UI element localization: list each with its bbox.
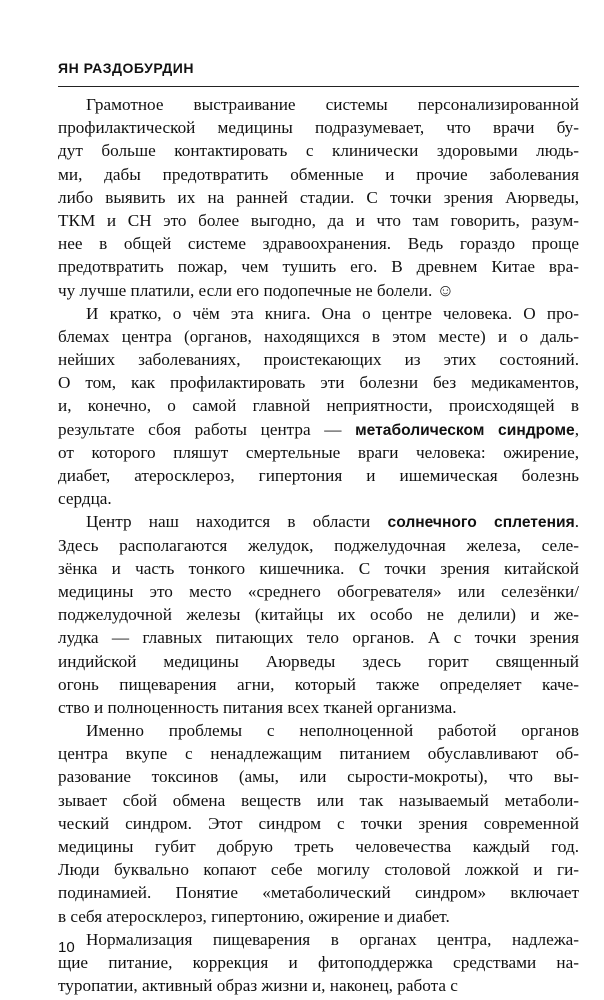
text-run: зёнка и часть тонкого кишечника. С точки зрения китайской (58, 558, 579, 578)
paragraph-metabolic-syndrome (58, 719, 579, 928)
text-run: ми, дабы предотвратить обменные и прочие заболевания (58, 164, 579, 184)
text-run: поджелудочной железы (китайцы их особо не делили) и же- (58, 605, 579, 625)
text-run: Здесь располагаются желудок, поджелудочная железа, селе- (58, 535, 579, 555)
bold-term: солнечного сплетения (387, 514, 575, 532)
text-line (58, 348, 579, 371)
text-run: медицины это место «среднего обогревателя» или селезёнки/ (58, 581, 579, 601)
text-line (58, 905, 579, 928)
text-run: нейших заболеваниях, проистекающих из этих состояний. (58, 350, 579, 370)
running-head: ЯН РАЗДОБУРДИН (58, 60, 194, 76)
text-line (58, 673, 579, 696)
text-run: подинамией. Понятие «метаболический синдром» включает (58, 883, 579, 903)
text-line (58, 163, 579, 186)
bold-term: метаболическом синдроме (355, 421, 575, 439)
page-number: 10 (58, 939, 75, 956)
text-line (58, 603, 579, 626)
text-line (58, 418, 579, 441)
text-run: в себя атеросклероз, гипертонию, ожирение и диабет. (58, 906, 450, 926)
text-line (58, 974, 579, 997)
text-run: результате сбоя работы центра — (58, 419, 356, 439)
paragraph-normalization (58, 928, 579, 998)
text-line (58, 371, 579, 394)
text-line (58, 742, 579, 765)
header-rule (58, 86, 579, 87)
text-run: О том, как профилактировать эти болезни без медикаментов, (58, 373, 579, 393)
text-run: Нормализация пищеварения в органах центра, надлежа- (86, 929, 579, 949)
text-run: нее в общей системе здравоохранения. Ведь гораздо проще (58, 234, 579, 254)
text-line (58, 650, 579, 673)
text-run: И кратко, о чём эта книга. Она о центре человека. О про- (86, 303, 579, 323)
text-line (58, 719, 579, 742)
text-run: дут больше контактировать с клинически здоровыми людь- (58, 141, 579, 161)
text-run: от которого пляшут смертельные враги человека: ожирение, (58, 442, 579, 462)
text-run: ство и полноценность питания всех тканей организма. (58, 697, 457, 717)
text-line (58, 464, 579, 487)
text-run: лудка — главных питающих тело органов. А с точки зрения (58, 628, 579, 648)
text-run: и, конечно, о самой главной неприятности, происходящей в (58, 396, 579, 416)
text-run: Именно проблемы с неполноценной работой органов (86, 721, 579, 741)
text-run: профилактической медицины подразумевает, что врачи бу- (58, 118, 579, 138)
text-run: индийской медицины Аюрведы здесь горит священный (58, 651, 579, 671)
text-line (58, 626, 579, 649)
text-line (58, 510, 579, 533)
text-run: огонь пищеварения агни, который также определяет каче- (58, 674, 579, 694)
text-run: диабет, атеросклероз, гипертония и ишемическая болезнь (58, 466, 579, 485)
text-line (58, 696, 579, 719)
text-line (58, 858, 579, 881)
text-line (58, 557, 579, 580)
text-line (58, 279, 579, 302)
text-line (58, 302, 579, 325)
text-line (58, 232, 579, 255)
text-run: ТКМ и СН это более выгодно, да и что там говорить, разум- (58, 210, 579, 230)
text-line (58, 789, 579, 812)
text-line (58, 93, 579, 116)
text-line (58, 255, 579, 278)
text-run: Грамотное выстраивание системы персонализированной (86, 95, 579, 114)
paragraph-solar-plexus (58, 510, 579, 719)
text-line (58, 487, 579, 510)
text-line (58, 765, 579, 788)
body-text (58, 93, 579, 997)
text-run: , (574, 419, 579, 439)
text-line (58, 186, 579, 209)
text-run: предотвратить пожар, чем тушить его. В древнем Китае вра- (58, 257, 579, 277)
text-run: разование токсинов (амы, или сырости-мокроты), что вы- (58, 767, 579, 787)
text-run: либо выявить их на ранней стадии. С точки зрения Аюрведы, (58, 187, 579, 207)
text-run: туропатии, активный образ жизни и, наконец, работа с (58, 976, 458, 996)
text-line (58, 116, 579, 139)
text-run: ческий синдром. Этот синдром с точки зрения современной (58, 813, 579, 833)
text-line (58, 881, 579, 904)
text-line (58, 928, 579, 951)
text-run: зывает сбой обмена веществ или так называемый метаболи- (58, 790, 579, 810)
paragraph-about-book (58, 302, 579, 511)
text-line (58, 139, 579, 162)
text-run: сердца. (58, 489, 112, 509)
text-line (58, 394, 579, 417)
paragraph-prevention (58, 93, 579, 302)
text-line (58, 812, 579, 835)
text-line (58, 325, 579, 348)
text-line (58, 534, 579, 557)
text-line (58, 209, 579, 232)
text-run: чу лучше платили, если его подопечные не болели. ☺ (58, 280, 455, 300)
text-run: Центр наш находится в области (86, 512, 388, 532)
text-line (58, 835, 579, 858)
text-run: Люди буквально копают себе могилу столовой ложкой и ги- (58, 860, 579, 880)
text-line (58, 580, 579, 603)
text-line (58, 951, 579, 974)
text-line (58, 441, 579, 464)
text-run: щие питание, коррекция и фитоподдержка средствами на- (58, 952, 579, 972)
text-run: центра вкупе с ненадлежащим питанием обуславливают об- (58, 744, 579, 764)
text-run: блемах центра (органов, находящихся в этом месте) и о даль- (58, 326, 579, 346)
text-run: медицины губит добрую треть человечества каждый год. (58, 837, 579, 856)
text-run: . (574, 512, 580, 532)
